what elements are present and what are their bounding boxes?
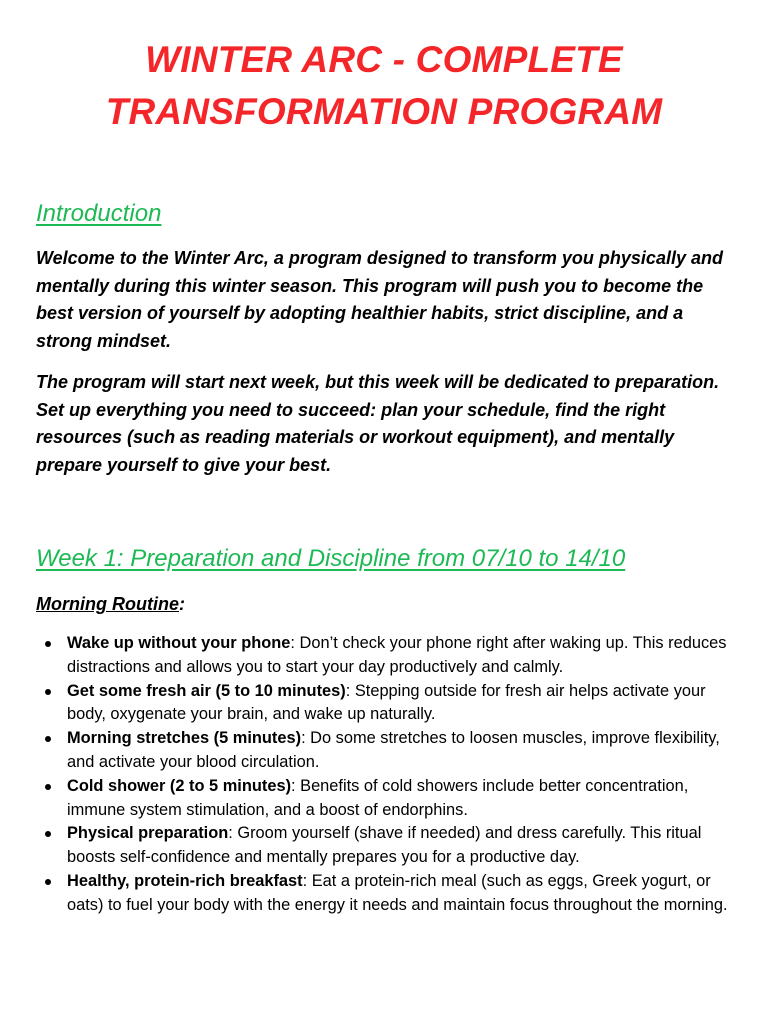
introduction-paragraph-2: The program will start next week, but this week will be dedicated to preparation. Set up everything you need to succeed: plan your schedule, find the right resources (such as reading materials or workout equipment), and mentally prepare yourself to give your best. bbox=[36, 372, 720, 475]
list-item-title: Physical preparation bbox=[67, 824, 229, 843]
list-item-text: : Do some stretches to loosen muscles, improve flexibility, and activate your blood circulation. bbox=[67, 729, 720, 771]
list-item bbox=[0, 680, 768, 728]
document-title-line-2: TRANSFORMATION PROGRAM bbox=[105, 91, 663, 132]
list-item-text: : Groom yourself (shave if needed) and dress carefully. This ritual boosts self-confidence and mentally prepares you for a productive day. bbox=[67, 824, 702, 867]
list-item-text: : Stepping outside for fresh air helps activate your body, oxygenate your brain, and wake up naturally. bbox=[67, 681, 706, 724]
week1-heading: Week 1: Preparation and Discipline from 07/10 to 14/10 bbox=[36, 545, 626, 572]
morning-routine-heading-colon: : bbox=[178, 594, 185, 614]
introduction-heading: Introduction bbox=[36, 200, 162, 227]
list-item-title: Healthy, protein-rich breakfast bbox=[67, 871, 303, 890]
list-item-title: Cold shower (2 to 5 minutes) bbox=[67, 776, 292, 795]
list-item-text: : Don’t check your phone right after waking up. This reduces distractions and allows you to start your day productively and calmly. bbox=[67, 634, 727, 676]
list-item-title: Wake up without your phone bbox=[67, 634, 291, 652]
list-item bbox=[0, 727, 768, 775]
morning-routine-heading-text: Morning Routine bbox=[36, 594, 179, 614]
list-item bbox=[0, 822, 768, 870]
list-item-text: : Eat a protein-rich meal (such as eggs, Greek yogurt, or oats) to fuel your body with the energy it needs and maintain focus throughout the morning. bbox=[67, 871, 728, 914]
list-item bbox=[0, 870, 768, 918]
list-item bbox=[0, 775, 768, 823]
bullet-icon bbox=[45, 784, 51, 790]
bullet-icon bbox=[45, 641, 51, 647]
document-title-line-1: WINTER ARC - COMPLETE bbox=[145, 39, 623, 80]
document-title bbox=[0, 34, 768, 138]
introduction-paragraph-1: Welcome to the Winter Arc, a program designed to transform you physically and mentally during this winter season. This program will push you to become the best version of yourself by adopting healthier habits, strict discipline, and a strong mindset. bbox=[36, 248, 723, 351]
bullet-icon bbox=[45, 689, 51, 695]
list-item-title: Get some fresh air (5 to 10 minutes) bbox=[67, 681, 346, 700]
list-item-title: Morning stretches (5 minutes) bbox=[67, 729, 302, 748]
list-item bbox=[0, 632, 768, 680]
bullet-icon bbox=[45, 831, 51, 837]
morning-routine-list bbox=[0, 632, 768, 918]
bullet-icon bbox=[45, 879, 51, 885]
list-item-text: : Benefits of cold showers include better concentration, immune system stimulation, and a boost of endorphins. bbox=[67, 776, 689, 819]
morning-routine-heading bbox=[36, 591, 185, 617]
bullet-icon bbox=[45, 736, 51, 742]
